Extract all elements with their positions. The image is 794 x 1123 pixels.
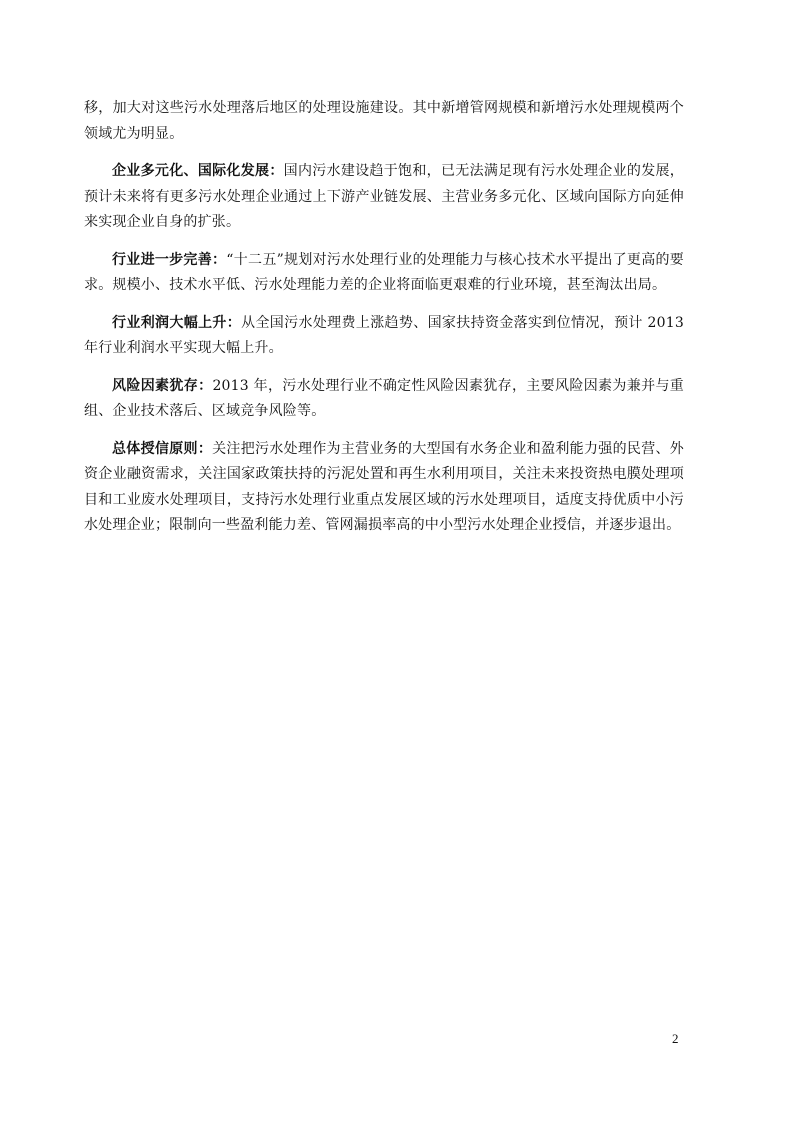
paragraph-heading: 行业利润大幅上升： — [112, 314, 242, 331]
paragraph-risk-factors — [84, 374, 684, 425]
paragraph-industry-improvement — [84, 248, 684, 299]
paragraph-text: 移，加大对这些污水处理落后地区的处理设施建设。其中新增管网规模和新增污水处理规模两个领域尤为明显。 — [84, 100, 684, 142]
paragraph-text: 国内污水建设趋于饱和，已无法满足现有污水处理企业的发展，预计未来将有更多污水处理企业通过上下游产业链发展、主营业务多元化、区域向国际方向延伸来实现企业自身的扩张。 — [84, 163, 684, 230]
paragraph-heading: 总体授信原则： — [112, 440, 213, 457]
paragraph-heading: 行业进一步完善： — [112, 251, 227, 268]
paragraph-text: “十二五”规划对污水处理行业的处理能力与核心技术水平提出了更高的要求。规模小、技术水平低、污水处理能力差的企业将面临更艰难的行业环境，甚至淘汰出局。 — [84, 251, 684, 293]
page-number: 2 — [672, 1031, 679, 1046]
paragraph-credit-principles — [84, 437, 684, 539]
paragraph-text: 从全国污水处理费上涨趋势、国家扶持资金落实到位情况，预计 2013 年行业利润水平实现大幅上升。 — [84, 314, 684, 356]
paragraph-heading: 企业多元化、国际化发展： — [112, 163, 284, 179]
paragraph-diversification — [84, 159, 684, 236]
paragraph-text: 2013 年，污水处理行业不确定性风险因素犹存，主要风险因素为兼并与重组、企业技术落后、区域竞争风险等。 — [84, 377, 685, 419]
paragraph-text: 关注把污水处理作为主营业务的大型国有水务企业和盈利能力强的民营、外资企业融资需求，关注国家政策扶持的污泥处置和再生水利用项目，关注未来投资热电膜处理项目和工业废水处理项目，支持污水处理行业重点发展区域的污水处理项目，适度支持优质中小污水处理企业；限制向一些盈利能力差、管网漏损率高的中小型污水处理企业授信，并逐步退出。 — [84, 440, 684, 533]
body-text — [84, 96, 684, 551]
paragraph-profit-rise — [84, 311, 684, 362]
paragraph-continuation — [84, 96, 684, 147]
paragraph-heading: 风险因素犹存： — [112, 377, 213, 394]
